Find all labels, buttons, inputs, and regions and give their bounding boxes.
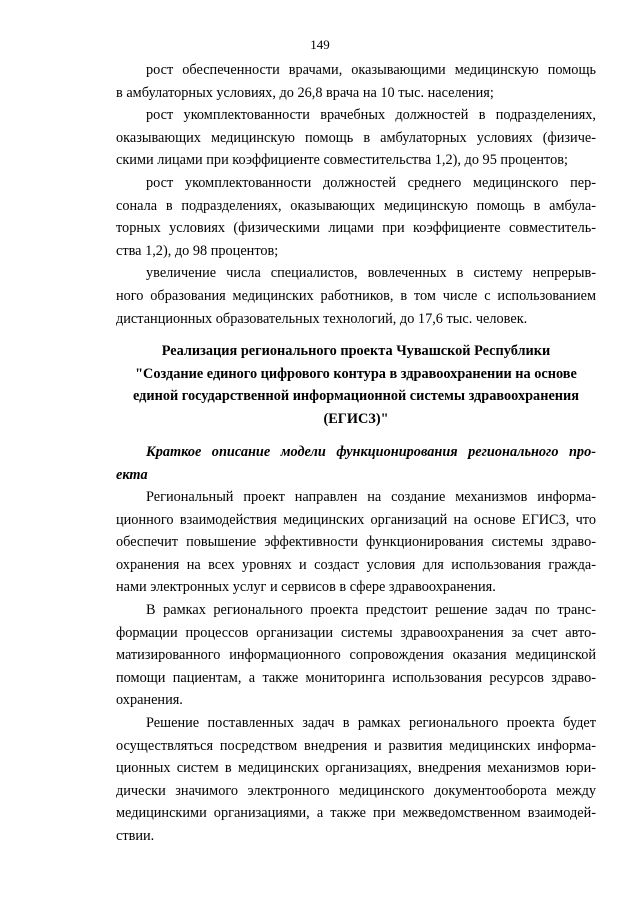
text-line: ционного взаимодействия медицинских организаций на основе ЕГИСЗ, что	[116, 511, 596, 528]
section-subheading	[116, 441, 596, 486]
paragraphs-top	[116, 59, 596, 330]
text-line: сонала в подразделениях, оказывающих медицинскую помощь в амбула-	[116, 197, 596, 214]
text-line: обеспечит повышение эффективности функционирования системы здраво-	[116, 534, 596, 551]
section-heading	[116, 340, 596, 430]
text-line: Краткое описание модели функционирования регионального про-	[146, 444, 596, 460]
heading-line: "Создание единого цифрового контура в здравоохранении на основе	[135, 365, 577, 382]
heading-line: (ЕГИСЗ)"	[323, 410, 389, 427]
text-line: медицинскими организациями, а также при межведомственном взаимодей-	[116, 805, 596, 822]
text-line: помощи пациентам, а также мониторинга использования ресурсов здраво-	[116, 669, 596, 686]
text-line: охранения.	[116, 692, 183, 709]
text-line: ционных систем в медицинских организациях, внедрения механизмов юри-	[116, 760, 596, 777]
paragraphs-bottom	[116, 486, 596, 848]
text-line: оказывающих медицинскую помощь в амбулаторных условиях (физиче-	[116, 129, 596, 146]
text-line: Региональный проект направлен на создание механизмов информа-	[146, 489, 596, 505]
text-line: ства 1,2), до 98 процентов;	[116, 242, 279, 259]
heading-line: единой государственной информационной системы здравоохранения	[132, 388, 579, 405]
text-line: рост укомплектованности врачебных должностей в подразделениях,	[146, 107, 596, 124]
text-line: дически значимого электронного медицинского документооборота между	[116, 782, 596, 799]
text-line: В рамках регионального проекта предстоит решение задач по транс-	[146, 601, 596, 618]
text-line: в амбулаторных условиях, до 26,8 врача на 10 тыс. населения;	[116, 84, 494, 101]
page-number: 149	[310, 37, 330, 52]
text-line: дистанционных образовательных технологий, до 17,6 тыс. человек.	[116, 310, 528, 327]
heading-line: Реализация регионального проекта Чувашской Республики	[161, 343, 551, 359]
text-line: екта	[116, 466, 148, 483]
text-line: осуществляться посредством внедрения и развития медицинских информа-	[116, 737, 596, 754]
text-line: увеличение числа специалистов, вовлеченных в систему непрерыв-	[146, 265, 596, 282]
text-line: матизированного информационного сопровождения оказания медицинской	[116, 647, 596, 664]
text-line: ного образования медицинских работников, в том числе с использованием	[116, 287, 596, 304]
text-line: Решение поставленных задач в рамках регионального проекта будет	[146, 714, 596, 731]
text-line: ствии.	[116, 827, 155, 844]
text-line: рост укомплектованности должностей среднего медицинского пер-	[146, 174, 596, 191]
text-line: нами электронных услуг и сервисов в сфере здравоохранения.	[116, 579, 496, 596]
text-line: скими лицами при коэффициенте совместительства 1,2), до 95 процентов;	[116, 152, 568, 169]
text-line: торных условиях (физическими лицами при коэффициенте совместитель-	[116, 220, 596, 237]
text-line: формации процессов организации системы здравоохранения за счет авто-	[116, 624, 596, 641]
text-line: рост обеспеченности врачами, оказывающими медицинскую помощь	[146, 62, 596, 78]
text-line: охранения на всех уровнях и создаст условия для использования гражда-	[116, 556, 596, 573]
